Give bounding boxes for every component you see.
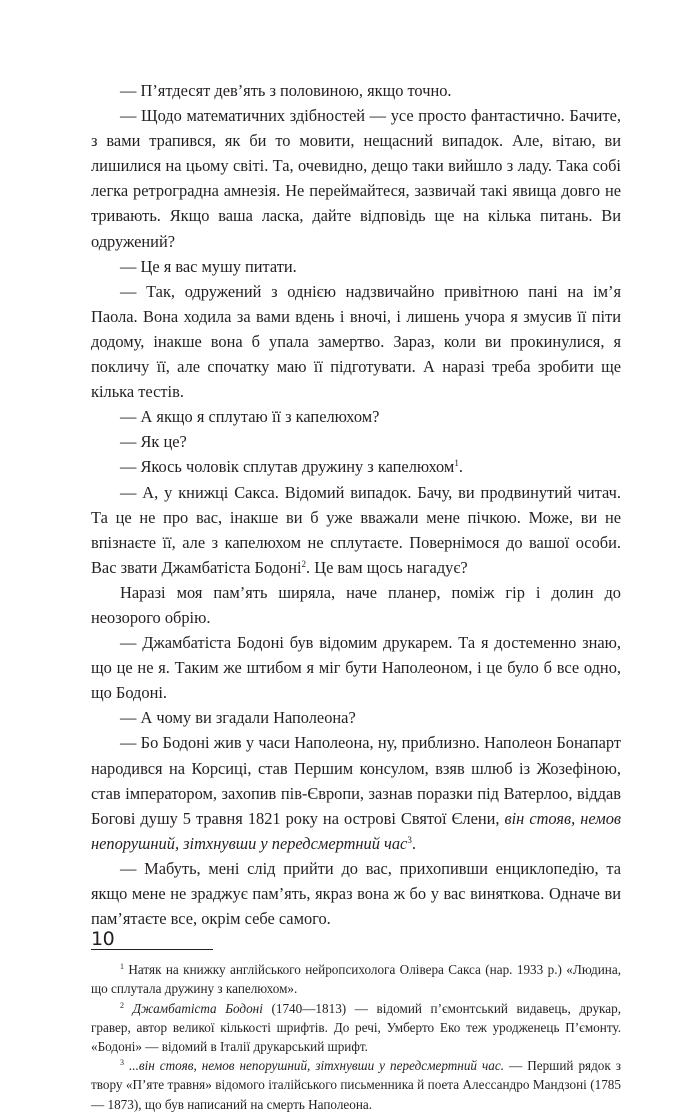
footnote-number: 3	[120, 1058, 124, 1068]
footnote-text: — Перший рядок з твору «П’яте травня» відомого італійського письменника й поета Алессандро Мандзоні (1785 — 1873), що був написаний на смерть Наполеона.	[91, 1058, 622, 1112]
paragraph: — Так, одружений з однією надзвичайно привітною пані на ім’я Паола. Вона ходила за вами вдень і вночі, і лишень учора я змусив її піти додому, інакше вона б упала замертво. Зараз, коли ви прокинулися, я покличу її, але спочатку маю її підготувати. А наразі треба зробити ще кілька тестів.	[91, 281, 621, 402]
footnote-ref[interactable]: 2	[301, 558, 307, 569]
footnote-italic: ...він стояв, немов непорушний, зітхнувши у передсмертний час.	[128, 1058, 505, 1074]
paragraph: — Як це?	[120, 432, 187, 452]
paragraph-text: — А, у книжці Сакса. Відомий випадок. Бачу, ви продвинутий читач. Та це не про вас, інакше ви б уже вважали мене пічкою. Може, ви не впізнаєте її, але з капелюхом не сплутаєте. Повернімося до вашої особи. Вас звати Джамбатіста Бодоні	[91, 482, 621, 577]
paragraph: Наразі моя пам’ять ширяла, наче планер, поміж гір і долин до неозорого обрію.	[91, 582, 621, 627]
footnote-ref[interactable]: 3	[407, 834, 412, 845]
footnote-text: (1740—1813) — відомий п’ємонтський видавець, друкар, гравер, автор великої кількості шрифтів. До речі, Умберто Еко теж уродженець П’ємонту. «Бодоні» — відомий в Італії друкарський шрифт.	[91, 1000, 622, 1054]
paragraph: — А якщо я сплутаю її з капелюхом?	[120, 407, 380, 427]
paragraph-text: — Якось чоловік сплутав дружину з капелюхом	[120, 457, 455, 477]
paragraph-text-after: . Це вам щось нагадує?	[306, 557, 468, 577]
paragraph-text: — Бо Бодоні жив у часи Наполеона, ну, приблизно. Наполеон Бонапарт народився на Корсиці, став Першим консулом, взяв шлюб із Жозефіною, став імператором, захопив пів-Європи, зазнав поразки під Ватерлоо, віддав Богові душу 5 травня 1821 року на острові Святої Єлени,	[91, 733, 621, 828]
paragraph	[91, 480, 621, 580]
footnote-number: 1	[120, 962, 124, 972]
footnote	[91, 999, 621, 1057]
paragraph: — П’ятдесят дев’ять з половиною, якщо точно.	[120, 81, 452, 100]
footnote-number: 2	[120, 1000, 124, 1010]
paragraph	[91, 730, 621, 855]
paragraph: — Щодо математичних здібностей — усе просто фантастично. Бачите, з вами трапився, як би то мовити, нещасний випадок. Але, вітаю, ви лишилися на цьому світі. Та, очевидно, дещо таки вийшло з ладу. Така собі легка ретроградна амнезія. Не переймайтеся, зазвичай такі явища довго не тривають. Якщо ваша ласка, дайте відповідь ще на кілька питань. Ви одружений?	[91, 106, 621, 251]
footnote-italic: Джамбатіста Бодоні	[132, 1000, 263, 1016]
paragraph	[91, 454, 621, 479]
footnotes	[91, 960, 621, 1114]
main-text	[91, 78, 621, 931]
page-number: 10	[91, 928, 115, 950]
paragraph-text-after: .	[458, 457, 463, 477]
paragraph: — А чому ви згадали Наполеона?	[120, 708, 356, 728]
paragraph-text-after: .	[411, 833, 416, 853]
footnote	[91, 1056, 621, 1114]
footnote	[91, 960, 621, 998]
paragraph: — Це я вас мушу питати.	[120, 256, 297, 276]
book-page	[91, 78, 621, 1114]
footnote-text: Натяк на книжку англійського нейропсихолога Олівера Сакса (нар. 1933 р.) «Людина, що сплутала дружину з капелюхом».	[91, 962, 621, 997]
italic-quote: він стояв, немов непорушний, зітхнувши у передсмертний час	[91, 808, 622, 853]
paragraph: — Джамбатіста Бодоні був відомим друкарем. Та я достеменно знаю, що це не я. Таким же штибом я міг бути Наполеоном, і це було б все одно, що Бодоні.	[91, 633, 621, 703]
footnote-ref[interactable]: 1	[454, 458, 459, 469]
paragraph: — Мабуть, мені слід прийти до вас, прихопивши енциклопедію, та якщо мене не зраджує пам’ять, якраз вона ж бо у вас виняткова. Одначе ви пам’ятаєте все, окрім себе самого.	[91, 858, 621, 929]
